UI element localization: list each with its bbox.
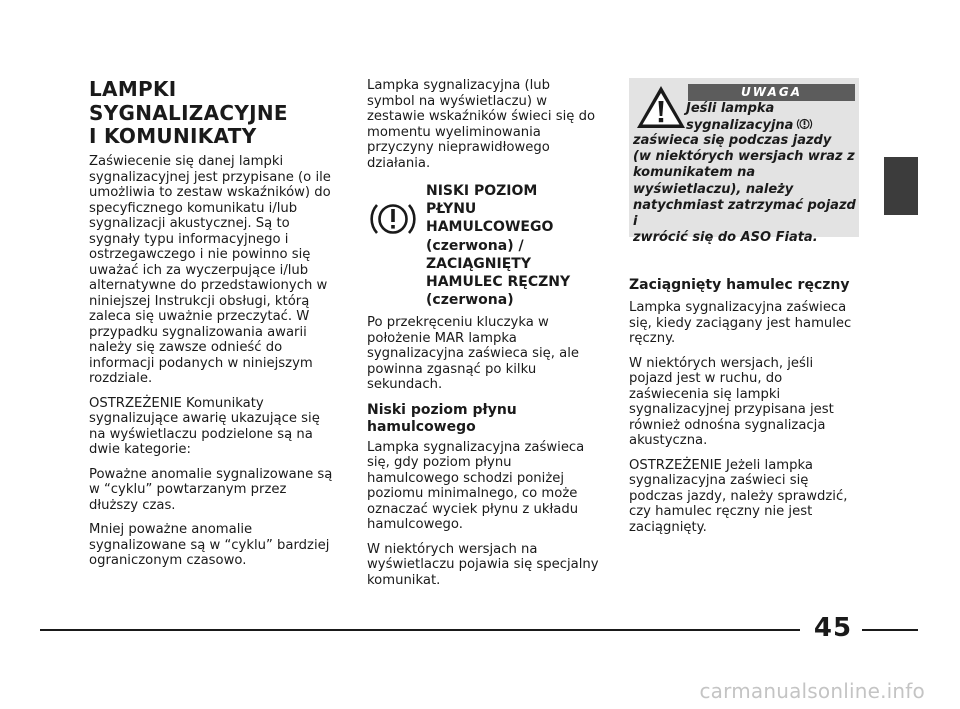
subheading: Zaciągnięty hamulec ręczny xyxy=(629,277,850,293)
handbrake-paragraph: Lampka sygnalizacyjna zaświeca się, kiedy zaciągany jest hamulec ręczny. xyxy=(629,300,852,346)
section-heading xyxy=(89,78,288,149)
footer-rule xyxy=(40,629,800,631)
footer-rule xyxy=(862,629,918,631)
lamp-title-line: ZACIĄGNIĘTY xyxy=(426,255,531,272)
low-fluid-paragraph: Lampka sygnalizacyjna zaświeca się, gdy poziom płynu hamulcowego schodzi poniżej poziomu minimalnego, co może oznaczać wyciek płynu z układu hamulcowego. xyxy=(367,439,585,532)
warning-text-line: natychmiast zatrzymać pojazd i xyxy=(633,197,856,230)
heading-line: I KOMUNIKATY xyxy=(89,124,257,148)
lamp-title-line: (czerwona) / xyxy=(426,237,524,254)
display-message-paragraph: W niektórych wersjach na wyświetlaczu pojawia się specjalny komunikat. xyxy=(367,541,599,588)
chapter-thumb-tab xyxy=(884,157,918,215)
acoustic-paragraph: W niektórych wersjach, jeśli pojazd jest w ruchu, do zaświecenia się lampki sygnalizacyjnej przypisana jest również odnośna sygnalizacja akustyczna. xyxy=(629,355,834,448)
warning-text-line: zwrócić się do ASO Fiata. xyxy=(633,230,818,246)
warning-text-line: (w niektórych wersjach wraz z xyxy=(633,149,855,165)
warning-text-span: sygnalizacyjna xyxy=(686,118,794,133)
column-2-intro xyxy=(367,78,599,180)
lamp-entry xyxy=(367,182,599,312)
warning-text-line: komunikatem na xyxy=(633,165,756,181)
lamp-title-line: HAMULCOWEGO xyxy=(426,219,554,236)
lamp-title-line: HAMULEC RĘCZNY xyxy=(426,274,571,291)
column-3-body xyxy=(629,277,859,544)
warning-paragraph: OSTRZEŻENIE Komunikaty sygnalizujące awarię ukazujące się na wyświetlaczu podzielone są na dwie kategorie: xyxy=(89,395,320,457)
warning-text-line: Jeśli lampka xyxy=(686,101,775,116)
watermark: carmanualsonline.info xyxy=(699,679,925,703)
warning-text-line: wyświetlaczu), należy xyxy=(633,181,794,197)
lamp-title-line: PŁYNU xyxy=(426,201,477,218)
warning-text-line: zaświeca się podczas jazdy xyxy=(633,133,832,148)
warning-text-body xyxy=(633,133,857,246)
warning-text-line xyxy=(686,117,813,134)
page-number: 45 xyxy=(813,613,853,643)
heading-line: SYGNALIZACYJNE xyxy=(89,100,288,125)
intro-paragraph: Zaświecenie się danej lampki sygnalizacyjnej jest przypisane (o ile umożliwia to zestaw wskaźników) do specyficznego komunikatu i/lub sygnalizacji akustycznej. Są to sygnały typu informacyjnego i ostrzegawczego i nie powinno się uważać ich za wyczerpujące i/lub alternatywne do przedstawionych w niniejszej Instrukcji obsługi, którą zaleca się uważnie przeczytać. W przypadku sygnalizowania awarii należy się zawsze odnieść do informacji podanych w niniejszym rozdziale. xyxy=(89,154,331,386)
subheading: Niski poziom płynu hamulcowego xyxy=(367,401,517,435)
serious-anomalies-paragraph: Poważne anomalie sygnalizowane są w “cyklu” powtarzanym przez dłuższy czas. xyxy=(89,466,333,513)
lamp-title-line: NISKI POZIOM xyxy=(426,183,538,199)
warning-box xyxy=(629,78,859,246)
warning-paragraph: OSTRZEŻENIE Jeżeli lampka sygnalizacyjna zaświeci się podczas jazdy, należy sprawdzić, czy hamulec ręczny nie jest zaciągnięty. xyxy=(629,457,848,535)
lamp-title-line: (czerwona) xyxy=(426,292,514,309)
brake-warning-icon xyxy=(796,117,813,131)
column-1-body xyxy=(89,154,339,578)
warning-label: UWAGA xyxy=(688,84,855,101)
intro-paragraph: Lampka sygnalizacyjna (lub symbol na wyświetlaczu) w zestawie wskaźników świeci się do momentu wyeliminowania przyczyny nieprawidłowego działania. xyxy=(367,78,596,171)
minor-anomalies-paragraph: Mniej poważne anomalie sygnalizowane są w “cyklu” bardziej ograniczonym czasowo. xyxy=(89,522,330,568)
lamp-title xyxy=(426,182,601,309)
mar-paragraph: Po przekręceniu kluczyka w położenie MAR lampka sygnalizacyjna zaświeca się, ale powinna zgasnąć po kilku sekundach. xyxy=(367,315,580,392)
brake-warning-icon xyxy=(368,198,418,240)
column-2-body xyxy=(367,315,599,597)
warning-triangle-icon xyxy=(635,84,687,130)
heading-line: LAMPKI xyxy=(89,77,177,101)
